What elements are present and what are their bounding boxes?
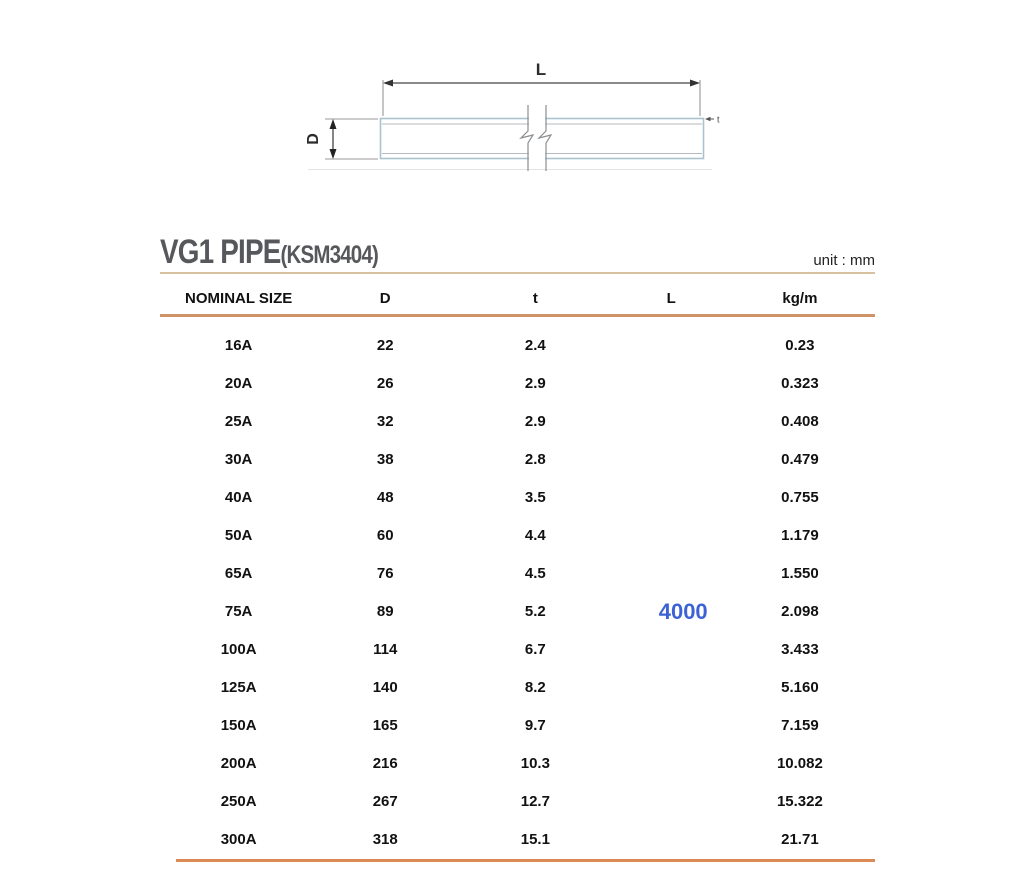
cell-d: 165 [372,717,398,734]
table-row [160,365,875,403]
column-header-nominal-size: NOMINAL SIZE [185,290,293,307]
cell-l [618,403,725,441]
cell-kg-per-m: 0.755 [781,489,819,506]
table-body [160,316,875,859]
cell-nominal-size: 200A [220,755,257,772]
cell-kg-per-m: 1.179 [781,527,819,544]
cell-kg-per-m: 15.322 [776,793,823,810]
cell-d: 89 [376,603,394,620]
table-row [160,479,875,517]
cell-kg-per-m: 2.098 [781,603,819,620]
table-row [160,403,875,441]
cell-kg-per-m: 1.550 [781,565,819,582]
thickness-arrow [705,117,714,121]
table-row [160,745,875,783]
cell-t: 2.4 [524,337,546,354]
cell-d: 26 [376,375,394,392]
cell-l [618,441,725,479]
cell-t: 2.8 [524,451,546,468]
thickness-label: t [717,114,720,125]
cell-d: 48 [376,489,394,506]
column-header-kg-per-m: kg/m [782,290,818,307]
cell-nominal-size: 50A [224,527,253,544]
cell-kg-per-m: 0.479 [781,451,819,468]
cell-nominal-size: 40A [224,489,253,506]
diameter-label: D [305,133,322,145]
cell-t: 12.7 [520,793,550,810]
cell-l [618,327,725,365]
title-sub: (KSM3404) [280,241,378,269]
table-top-rule [160,272,875,274]
cell-kg-per-m: 10.082 [776,755,823,772]
cell-l [618,783,725,821]
cell-l [618,517,725,555]
cell-kg-per-m: 0.23 [785,337,815,354]
cell-t: 9.7 [524,717,546,734]
cell-l: 4000 [658,599,708,624]
cell-t: 6.7 [524,641,546,658]
cell-nominal-size: 65A [224,565,253,582]
cell-nominal-size: 250A [220,793,257,810]
cell-d: 60 [376,527,394,544]
cell-t: 15.1 [520,831,550,848]
cell-d: 267 [372,793,398,810]
cell-t: 5.2 [524,603,546,620]
column-header-t: t [532,290,538,307]
cell-d: 32 [376,413,394,430]
length-dimension-line [383,80,700,117]
cell-nominal-size: 20A [224,375,253,392]
cell-d: 38 [376,451,394,468]
cell-d: 22 [376,337,394,354]
table-row [160,821,875,859]
cell-d: 114 [373,641,398,658]
cell-l [618,365,725,403]
cell-t: 2.9 [524,375,546,392]
cell-kg-per-m: 0.408 [781,413,819,430]
cell-nominal-size: 16A [224,337,253,354]
table-row [160,441,875,479]
cell-l [618,669,725,707]
cell-t: 8.2 [524,679,546,696]
cell-l [618,821,725,859]
table-row [160,517,875,555]
cell-kg-per-m: 3.433 [781,641,819,658]
cell-l [618,479,725,517]
cell-kg-per-m: 21.71 [781,831,819,848]
cell-t: 4.5 [524,565,546,582]
table-row [160,327,875,365]
cell-nominal-size: 25A [224,413,253,430]
table-bottom-rule [176,859,875,862]
diameter-dimension-line [325,119,378,159]
cell-d: 140 [372,679,398,696]
table-row [160,555,875,593]
cell-nominal-size: 75A [224,603,253,620]
table-row [160,707,875,745]
cell-t: 2.9 [524,413,546,430]
cell-nominal-size: 100A [220,641,257,658]
cell-t: 3.5 [524,489,546,506]
length-label: L [535,60,547,79]
cell-t: 4.4 [524,527,546,544]
cell-nominal-size: 125A [220,679,257,696]
cell-nominal-size: 150A [220,717,257,734]
column-header-d: D [379,290,391,307]
cell-kg-per-m: 0.323 [781,375,819,392]
cell-nominal-size: 30A [224,451,253,468]
cell-l [618,707,725,745]
table-row [160,631,875,669]
cell-l [618,555,725,593]
cell-t: 10.3 [520,755,550,772]
table-header-row [160,287,875,311]
pipe-diagram [300,48,740,183]
column-header-l: L [666,290,676,307]
cell-d: 76 [376,565,394,582]
cell-l [618,745,725,783]
cell-kg-per-m: 5.160 [781,679,819,696]
cell-nominal-size: 300A [220,831,257,848]
table-row [160,669,875,707]
cell-d: 216 [372,755,398,772]
table-row [160,593,875,631]
unit-note: unit : mm [813,252,875,269]
cell-kg-per-m: 7.159 [781,717,819,734]
cell-l [618,631,725,669]
title-main: VG1 PIPE [160,233,281,271]
table-row [160,783,875,821]
cell-d: 318 [372,831,398,848]
